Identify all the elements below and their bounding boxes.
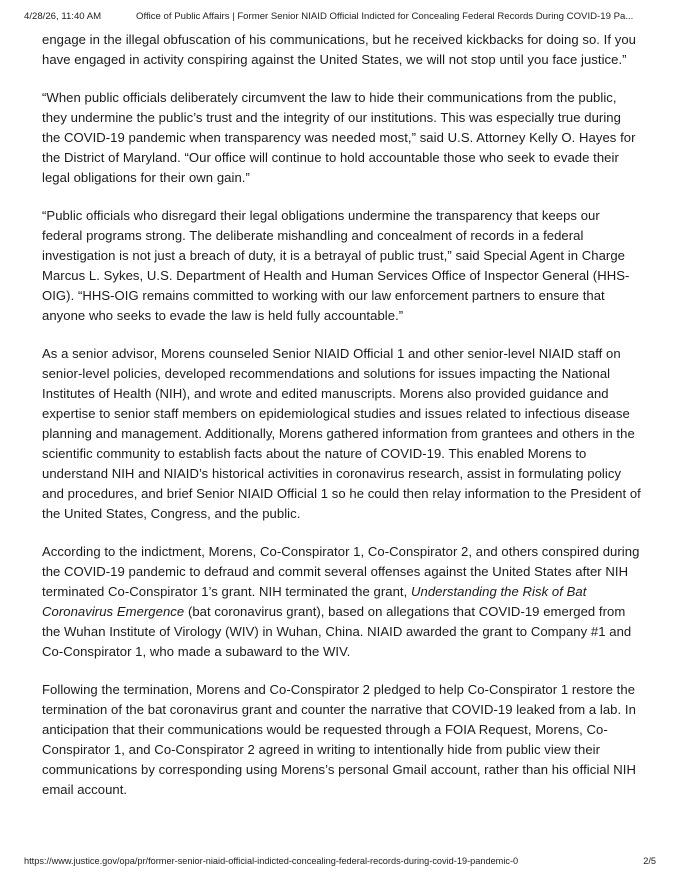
- paragraph-hayes-quote: “When public officials deliberately circumvent the law to hide their communications from the public, they undermine the public’s trust and the integrity of our institutions. This was especially true during the COVID-19 pandemic when transparency was needed most,” said U.S. Attorney Kelly O. Hayes for the District of Maryland. “Our office will continue to hold accountable those who seek to evade their legal obligations for their own gain.”: [42, 90, 636, 185]
- page-url: https://www.justice.gov/opa/pr/former-senior-niaid-official-indicted-concealing-federal-records-during-covid-19-pandemic-0: [24, 856, 519, 866]
- paragraph-sykes-quote: “Public officials who disregard their legal obligations undermine the transparency that keeps our federal programs strong. The deliberate mishandling and concealment of records in a federal investigation is not just a breach of duty, it is a betrayal of public trust,” said Special Agent in Charge Marcus L. Sykes, U.S. Department of Health and Human Services Office of Inspector General (HHS-OIG). “HHS-OIG remains committed to working with our law enforcement partners to ensure that anyone who seeks to evade the law is held fully accountable.”: [42, 208, 630, 323]
- paragraph-morens-role: As a senior advisor, Morens counseled Senior NIAID Official 1 and other senior-level NIAID staff on senior-level policies, developed recommendations and solutions for issues impacting the National Institutes of Health (NIH), and wrote and edited manuscripts. Morens also provided guidance and expertise to senior staff members on epidemiological studies and issues related to infectious disease planning and management. Additionally, Morens gathered information from grantees and others in the scientific community to establish facts about the nature of COVID-19. This enabled Morens to understand NIH and NIAID’s historical activities in coronavirus research, assist in formulating policy and procedures, and brief Senior NIAID Official 1 so he could then relay information to the President of the United States, Congress, and the public.: [42, 346, 641, 521]
- print-page-title: Office of Public Affairs | Former Senior NIAID Official Indicted for Concealing Federal Records During COVID-19 Pa...: [136, 11, 634, 22]
- indictment-text-before: According to the indictment, Morens, Co-Conspirator 1, Co-Conspirator 2, and others conspired during the COVID-19 pandemic to defraud and commit several offenses against the United States after NIH terminated Co-Conspirator 1’s grant. NIH terminated the grant,: [42, 544, 640, 599]
- print-footer: [24, 855, 656, 870]
- paragraph-indictment: [42, 542, 642, 662]
- indictment-text-after: (bat coronavirus grant), based on allegations that COVID-19 emerged from the Wuhan Institute of Virology (WIV) in Wuhan, China. NIAID awarded the grant to Company #1 and Co-Conspirator 1, who made a subaward to the WIV.: [42, 604, 632, 659]
- grant-title: Understanding the Risk of Bat Coronavirus Emergence: [42, 584, 587, 619]
- article-body: [42, 30, 642, 818]
- paragraph-quote-continuation: engage in the illegal obfuscation of his communications, but he received kickbacks for doing so. If you have engaged in activity conspiring against the United States, we will not stop until you face justice.”: [42, 32, 636, 67]
- paragraph-termination: Following the termination, Morens and Co-Conspirator 2 pledged to help Co-Conspirator 1 restore the termination of the bat coronavirus grant and counter the narrative that COVID-19 leaked from a lab. In anticipation that their communications would be requested through a FOIA Request, Morens, Co-Conspirator 1, and Co-Conspirator 2 agreed in writing to intentionally hide from public view their communications by corresponding using Morens’s personal Gmail account, rather than his official NIH email account.: [42, 682, 636, 797]
- print-header: [24, 11, 664, 23]
- page-number: 2/5: [643, 856, 656, 866]
- print-datetime: 4/28/26, 11:40 AM: [24, 11, 102, 22]
